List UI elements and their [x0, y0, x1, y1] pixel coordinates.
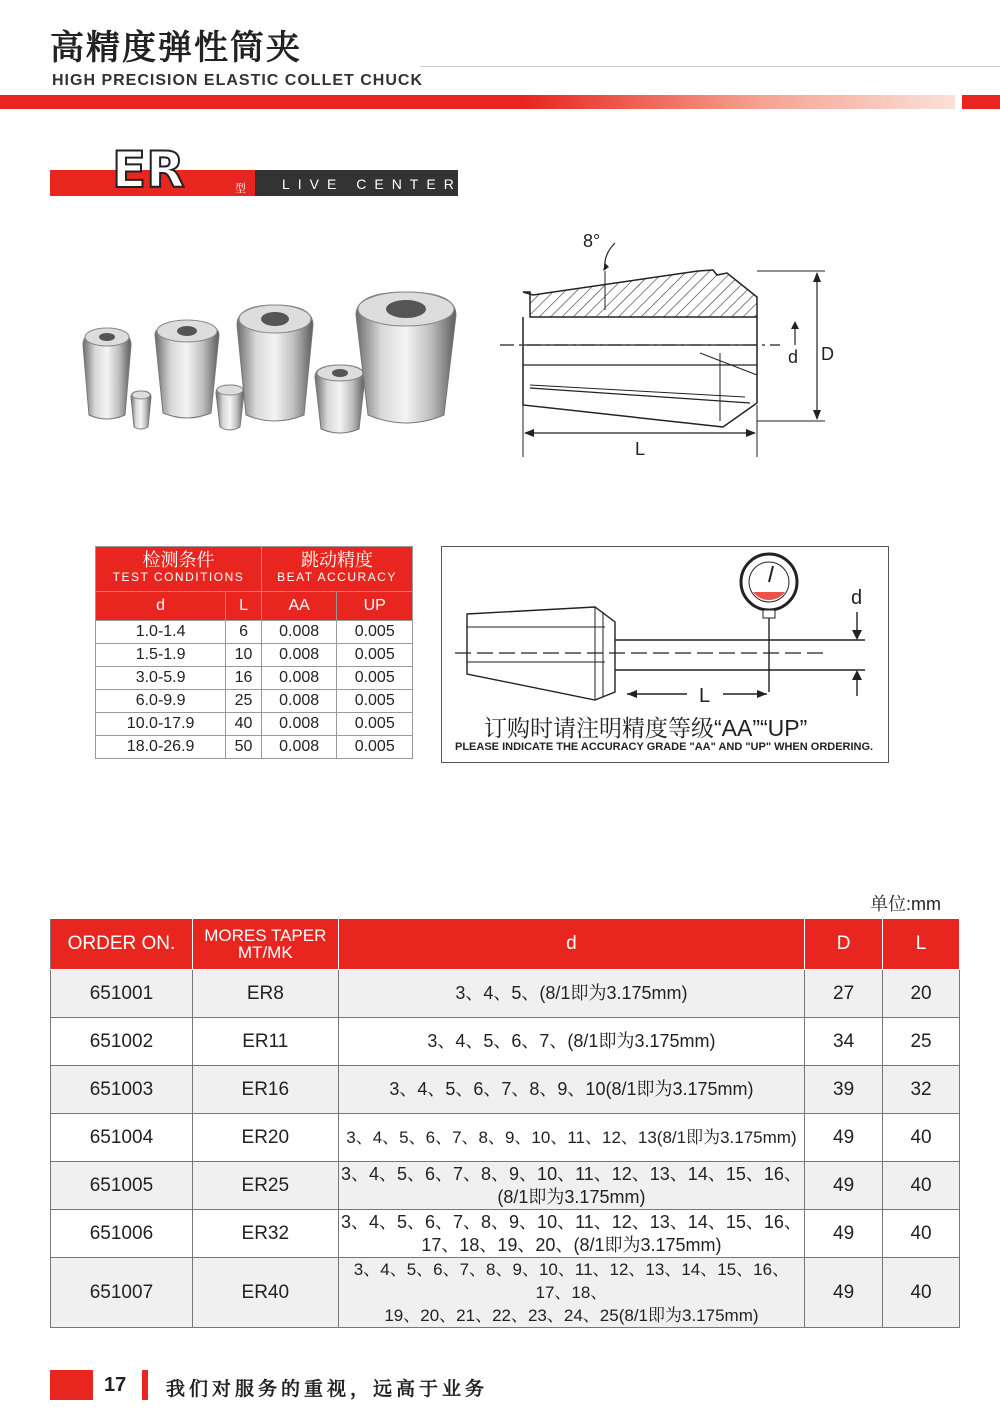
footer-divider — [142, 1370, 148, 1400]
collet-image-2 — [131, 391, 151, 429]
header-divider — [420, 66, 1000, 67]
header-gradient-bar — [0, 95, 955, 109]
unit-label: 单位:mm — [870, 894, 941, 914]
gauge-label-d: d — [851, 587, 863, 609]
footer-accent-block — [50, 1370, 93, 1400]
label-d: d — [788, 347, 799, 367]
table-row: 651005 ER25 3、4、5、6、7、8、9、10、11、12、13、14、15、16、 (8/1即为3.175mm) 49 40 — [51, 1162, 960, 1210]
header-accent-block — [962, 95, 1000, 109]
table-row: 651006 ER32 3、4、5、6、7、8、9、10、11、12、13、14、15、16、 17、18、19、20、(8/1即为3.175mm) 49 40 — [51, 1210, 960, 1258]
col-taper: MORES TAPER MT/MK — [192, 919, 338, 970]
spec-group-beat-accuracy: 跳动精度 BEAT ACCURACY — [261, 547, 412, 592]
order-note-en: PLEASE INDICATE THE ACCURACY GRADE "AA" AND "UP" WHEN ORDERING. — [455, 741, 874, 753]
angle-label: 8° — [583, 231, 601, 251]
table-row: 651004 ER20 3、4、5、6、7、8、9、10、11、12、13(8/1即为3.175mm) 49 40 — [51, 1114, 960, 1162]
col-D: D — [805, 919, 883, 970]
collets-photo — [75, 285, 475, 445]
label-D: D — [821, 344, 834, 364]
footer-slogan: 我们对服务的重视，远高于业务 — [166, 1379, 489, 1400]
order-note-cn: 订购时请注明精度等级“AA”“UP” — [484, 715, 808, 741]
gauge-label-L: L — [699, 685, 711, 707]
collet-image-3 — [155, 320, 219, 418]
table-row: 651007 ER40 3、4、5、6、7、8、9、10、11、12、13、14、15、16、17、18、 19、20、21、22、23、24、25(8/1即为3.175mm) 49 40 — [51, 1258, 960, 1328]
order-table — [50, 918, 960, 1328]
table-row: 651003 ER16 3、4、5、6、7、8、9、10(8/1即为3.175mm) 39 32 — [51, 1066, 960, 1114]
section-type-suffix: 型 — [235, 183, 246, 195]
col-L: L — [883, 919, 960, 970]
spec-col-L: L — [226, 592, 262, 621]
spec-row: 3.0-5.9 16 0.008 0.005 — [96, 667, 413, 690]
collet-image-7 — [356, 292, 456, 423]
spec-col-UP: UP — [337, 592, 413, 621]
col-d: d — [338, 919, 804, 970]
table-row: 651002 ER11 3、4、5、6、7、(8/1即为3.175mm) 34 25 — [51, 1018, 960, 1066]
section-live-center: LIVE CENTER — [282, 176, 462, 192]
spec-row: 1.5-1.9 10 0.008 0.005 — [96, 644, 413, 667]
label-L: L — [635, 439, 646, 459]
spec-col-d: d — [96, 592, 226, 621]
table-row: 651001 ER8 3、4、5、(8/1即为3.175mm) 27 20 — [51, 970, 960, 1018]
page-number: 17 — [104, 1374, 127, 1396]
collet-image-5 — [237, 305, 313, 421]
col-order: ORDER ON. — [51, 919, 193, 970]
accuracy-spec-table — [95, 546, 413, 759]
runout-test-drawing — [455, 552, 885, 708]
page-title: 高精度弹性筒夹 — [50, 29, 302, 67]
spec-row: 6.0-9.9 25 0.008 0.005 — [96, 690, 413, 713]
page-subtitle: HIGH PRECISION ELASTIC COLLET CHUCK — [52, 72, 424, 89]
spec-group-test-conditions: 检测条件 TEST CONDITIONS — [96, 547, 262, 592]
collet-dimension-drawing — [495, 225, 865, 460]
spec-row: 1.0-1.4 6 0.008 0.005 — [96, 621, 413, 644]
spec-row: 10.0-17.9 40 0.008 0.005 — [96, 713, 413, 736]
collet-image-1 — [83, 328, 131, 419]
collet-image-4 — [216, 385, 244, 430]
spec-col-AA: AA — [261, 592, 337, 621]
spec-row: 18.0-26.9 50 0.008 0.005 — [96, 736, 413, 759]
collet-image-6 — [315, 365, 365, 433]
section-type-label: ER — [112, 141, 185, 199]
